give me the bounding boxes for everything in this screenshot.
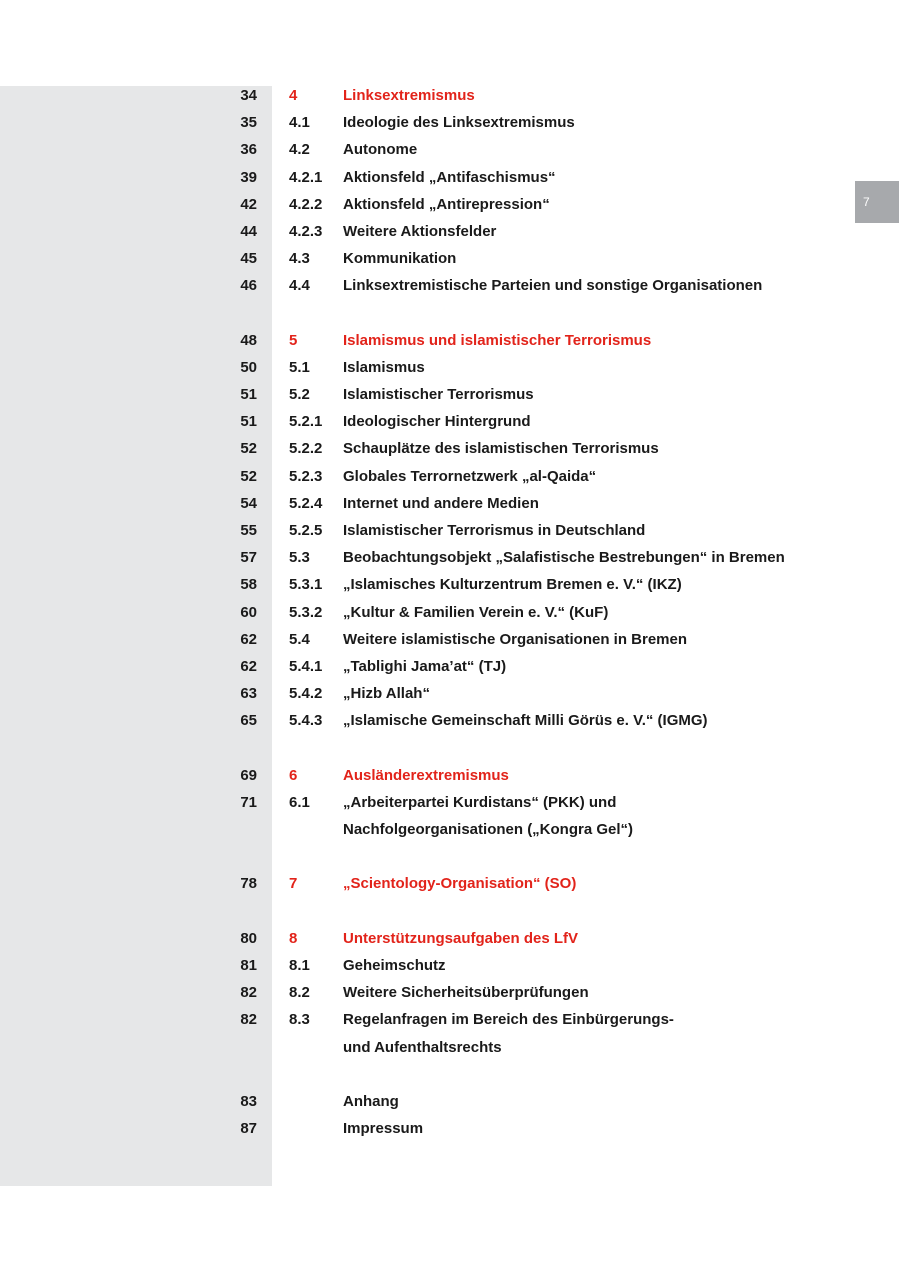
toc-section-number: 5.2.1 [289,413,323,431]
toc-page-number: 81 [240,957,257,974]
toc-section-title: Aktionsfeld „Antifaschismus“ [343,168,556,186]
toc-section-number: 4.2 [289,141,310,159]
toc-row[interactable] [0,679,900,706]
toc-section-title: Beobachtungsobjekt „Salafistische Bestrebungen“ in Bremen [343,549,785,567]
toc-page-number: 42 [240,195,257,213]
toc-page-number: 39 [240,168,257,186]
toc-section-number: 5.3.1 [289,576,323,594]
toc-section-title: Linksextremistische Parteien und sonstige Organisationen [343,277,763,295]
toc-section-title: „Islamische Gemeinschaft Milli Görüs e. V.“ (IGMG) [343,712,708,730]
toc-row[interactable] [0,516,900,543]
toc-section-number: 8 [289,929,298,947]
toc-row[interactable] [0,951,900,978]
toc-section-number: 7 [289,875,298,893]
toc-page-number: 52 [240,467,257,485]
toc-page-number: 71 [240,793,257,811]
toc-row[interactable] [0,434,900,461]
toc-page-number: 58 [240,576,257,594]
toc-row[interactable] [0,135,900,162]
toc-section-title: Anhang [343,1092,399,1110]
toc-page-number: 82 [240,1011,257,1029]
toc-row[interactable] [0,489,900,516]
toc-section-title: Ideologischer Hintergrund [343,413,531,431]
toc-row[interactable] [0,706,900,733]
toc-section-number: 5.2 [289,386,310,404]
toc-section-number: 5.4 [289,630,310,648]
toc-section-number: 5 [289,331,298,349]
toc-page-number: 57 [240,549,257,567]
toc-section-title: „Kultur & Familien Verein e. V.“ (KuF) [343,603,609,621]
toc-section-number: 4.1 [289,114,310,132]
toc-page-number: 35 [240,114,257,132]
toc-row[interactable] [0,1033,900,1060]
toc-section-number: 5.2.5 [289,522,323,539]
toc-section-title: Islamistischer Terrorismus [343,386,534,404]
toc-row[interactable] [0,108,900,135]
toc-row[interactable] [0,1005,900,1032]
toc-chapter-row[interactable] [0,761,900,788]
toc-row[interactable] [0,462,900,489]
toc-section-number: 4.3 [289,250,310,268]
toc-page-number: 78 [240,875,257,893]
toc-spacer [0,842,900,869]
toc-page-number: 50 [240,358,257,376]
toc-section-title: „Scientology-Organisation“ (SO) [343,875,577,893]
toc-spacer [0,897,900,924]
toc-section-title: „Tablighi Jama’at“ (TJ) [343,657,507,675]
toc-page-number: 36 [240,141,257,159]
toc-page-number: 34 [240,87,257,104]
toc-page-number: 55 [240,522,257,539]
toc-section-number: 5.2.4 [289,494,323,512]
toc-page-number: 54 [240,494,257,512]
toc-section-title: Impressum [343,1120,424,1138]
toc-spacer [0,1060,900,1087]
toc-spacer [0,299,900,326]
toc-row[interactable] [0,788,900,815]
toc-row[interactable] [0,570,900,597]
toc-section-number: 5.3.2 [289,603,323,621]
toc-section-title: „Islamisches Kulturzentrum Bremen e. V.“ (IKZ) [343,576,682,594]
toc-row[interactable] [0,353,900,380]
toc-section-number: 4.2.3 [289,222,323,240]
toc-section-number: 4.2.1 [289,168,323,186]
toc-row[interactable] [0,598,900,625]
toc-page-number: 65 [240,712,257,730]
toc-section-title: „Hizb Allah“ [343,685,430,703]
toc-page-number: 48 [240,331,257,349]
toc-section-title: Unterstützungsaufgaben des LfV [343,929,579,947]
toc-row[interactable] [0,625,900,652]
toc-page-number: 44 [240,222,257,240]
toc-row[interactable] [0,217,900,244]
toc-section-number: 8.1 [289,957,310,974]
toc-row[interactable] [0,652,900,679]
toc-section-title: Globales Terrornetzwerk „al-Qaida“ [343,467,597,485]
toc-section-title: Ausländerextremismus [343,766,509,784]
toc-chapter-row[interactable] [0,869,900,896]
toc-page-number: 83 [240,1092,257,1110]
toc-row[interactable] [0,543,900,570]
toc-page-number: 62 [240,657,257,675]
toc-page-number: 46 [240,277,257,295]
toc-row[interactable] [0,815,900,842]
toc-spacer [0,734,900,761]
page-number-tab: 7 [855,181,899,223]
toc-page-number: 87 [240,1120,257,1138]
toc-page-number: 45 [240,250,257,268]
toc-page-number: 51 [240,386,257,404]
toc-section-number: 5.1 [289,358,310,376]
toc-chapter-row[interactable] [0,81,900,108]
toc-page-number: 82 [240,984,257,1002]
toc-section-number: 5.2.2 [289,440,323,458]
toc-row[interactable] [0,1114,900,1141]
toc-section-title: Linksextremismus [343,87,475,104]
toc-section-title: „Arbeiterpartei Kurdistans“ (PKK) und [343,793,617,811]
toc-chapter-row[interactable] [0,326,900,353]
toc-section-title: Aktionsfeld „Antirepression“ [343,195,550,213]
toc-page-number: 60 [240,603,257,621]
toc-section-number: 4 [289,87,298,104]
toc-section-title: und Aufenthaltsrechts [343,1038,502,1056]
toc-page-number: 51 [240,413,257,431]
toc-row[interactable] [0,380,900,407]
toc-section-title: Schauplätze des islamistischen Terrorismus [343,440,659,458]
toc-page-number: 63 [240,685,257,703]
table-of-contents [0,81,900,1141]
toc-section-number: 4.2.2 [289,195,323,213]
toc-row[interactable] [0,190,900,217]
toc-page-number: 69 [240,766,257,784]
toc-section-number: 8.3 [289,1011,310,1029]
toc-section-number: 5.4.2 [289,685,323,703]
toc-section-title: Kommunikation [343,250,457,268]
toc-row[interactable] [0,407,900,434]
toc-section-number: 5.2.3 [289,467,323,485]
toc-section-number: 5.3 [289,549,310,567]
toc-page-number: 80 [240,929,257,947]
toc-section-title: Ideologie des Linksextremismus [343,114,575,132]
toc-section-title: Weitere Sicherheitsüberprüfungen [343,984,589,1002]
toc-chapter-row[interactable] [0,924,900,951]
toc-page-number: 62 [240,630,257,648]
toc-section-number: 5.4.1 [289,657,323,675]
toc-page-number: 52 [240,440,257,458]
toc-section-number: 6 [289,766,298,784]
toc-section-title: Islamistischer Terrorismus in Deutschland [343,522,646,539]
toc-section-title: Islamismus [343,358,425,376]
toc-section-title: Geheimschutz [343,957,446,974]
toc-section-title: Nachfolgeorganisationen („Kongra Gel“) [343,821,634,839]
toc-section-number: 6.1 [289,793,310,811]
toc-section-title: Internet und andere Medien [343,494,539,512]
toc-section-number: 4.4 [289,277,310,295]
toc-section-number: 5.4.3 [289,712,323,730]
toc-section-title: Weitere Aktionsfelder [343,222,497,240]
toc-section-title: Regelanfragen im Bereich des Einbürgerungs- [343,1011,674,1029]
toc-row[interactable] [0,244,900,271]
toc-row[interactable] [0,271,900,298]
toc-row[interactable] [0,163,900,190]
toc-section-title: Weitere islamistische Organisationen in Bremen [343,630,688,648]
toc-row[interactable] [0,978,900,1005]
toc-section-number: 8.2 [289,984,310,1002]
toc-row[interactable] [0,1087,900,1114]
toc-section-title: Islamismus und islamistischer Terrorismus [343,331,652,349]
toc-section-title: Autonome [343,141,418,159]
